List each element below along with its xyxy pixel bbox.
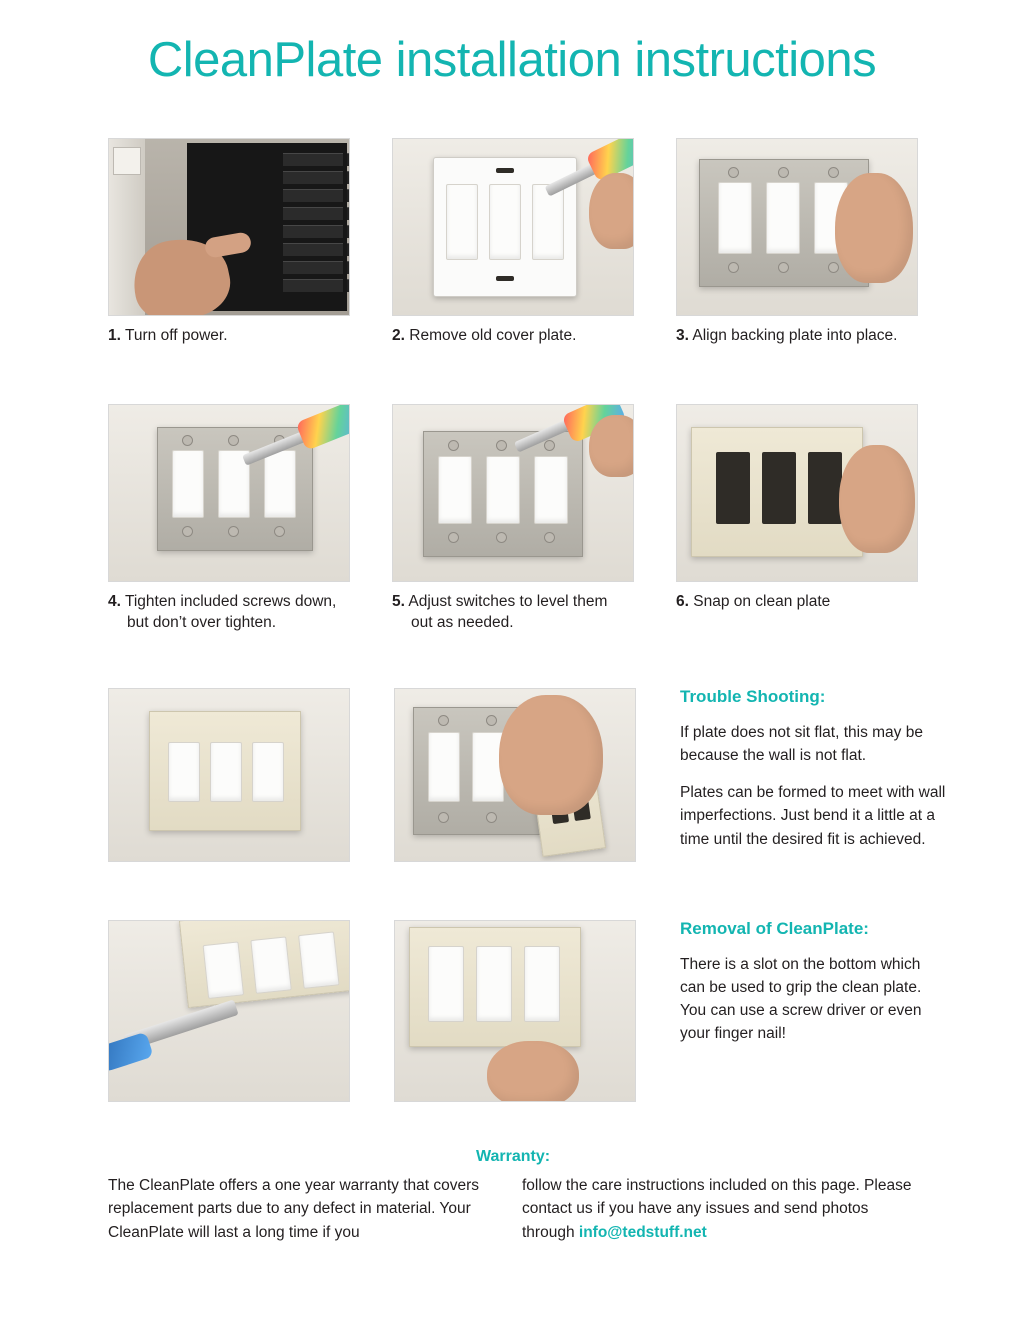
step-3-text: Align backing plate into place.	[692, 327, 898, 344]
step-1-caption	[108, 326, 348, 346]
step-5-number: 5.	[392, 593, 405, 611]
step-5-text-line2: out as needed.	[411, 613, 514, 631]
step-5	[392, 404, 632, 633]
clean-plate	[179, 920, 350, 1008]
removal-paragraph-1: There is a slot on the bottom which can be used to grip the clean plate. You can use a screw driver or even your finger nail!	[680, 955, 922, 1043]
photo-snap-on-clean-plate	[676, 404, 918, 582]
photo-adjust-switches	[392, 404, 634, 582]
step-3	[676, 138, 916, 346]
hand	[589, 173, 634, 249]
step-4	[108, 404, 348, 633]
step-6-number: 6.	[676, 593, 689, 611]
step-4-text-line2: but don’t over tighten.	[127, 613, 277, 631]
trouble-shooting-section	[108, 688, 948, 862]
photo-bending-plate	[394, 688, 636, 862]
clean-plate	[409, 927, 581, 1047]
hand	[839, 445, 915, 553]
removal-heading: Removal of CleanPlate:	[680, 919, 869, 938]
step-1-number: 1.	[108, 327, 121, 344]
warranty-section	[108, 1148, 918, 1244]
warranty-column-1: The CleanPlate offers a one year warranty that covers replacement parts due to any defect in material. Your CleanPlate will last a long time if you	[108, 1177, 480, 1241]
warranty-column-2-text: follow the care instructions included on this page. Please contact us if you have any issues and send photos through	[522, 1177, 912, 1241]
steps-row-1	[108, 138, 948, 346]
removal-text	[680, 920, 948, 1046]
clean-plate	[691, 427, 863, 557]
trouble-shooting-paragraph-2: Plates can be formed to meet with wall imperfections. Just bend it a little at a time until the desired fit is achieved.	[680, 784, 946, 848]
steps-grid	[108, 138, 948, 633]
photo-tighten-screws	[108, 404, 350, 582]
contact-email[interactable]: info@tedstuff.net	[578, 1223, 707, 1241]
hand	[589, 415, 634, 477]
hand	[499, 695, 603, 815]
backing-plate	[423, 431, 583, 557]
step-6	[676, 404, 916, 633]
step-3-caption	[676, 326, 916, 346]
step-2-caption	[392, 326, 632, 346]
page-title: CleanPlate installation instructions	[147, 33, 877, 87]
old-cover-plate	[433, 157, 577, 297]
step-1	[108, 138, 348, 346]
trouble-shooting-text	[680, 688, 948, 851]
trouble-shooting-paragraph-1: If plate does not sit flat, this may be because the wall is not flat.	[680, 723, 923, 764]
step-3-number: 3.	[676, 327, 689, 344]
photo-remove-old-cover-plate	[392, 138, 634, 316]
clean-plate	[149, 711, 301, 831]
step-6-text: Snap on clean plate	[693, 593, 831, 611]
step-5-text: Adjust switches to level them	[408, 593, 608, 611]
step-1-text: Turn off power.	[124, 327, 228, 344]
step-2-text: Remove old cover plate.	[409, 327, 577, 344]
photo-breaker-panel-finger	[108, 138, 350, 316]
steps-row-2	[108, 404, 948, 633]
step-6-caption	[676, 592, 916, 612]
photo-screwdriver-in-slot	[108, 920, 350, 1102]
warranty-heading: Warranty:	[475, 1148, 551, 1165]
panel-vent	[113, 147, 141, 175]
photo-finger-removing-plate	[394, 920, 636, 1102]
trouble-shooting-heading: Trouble Shooting:	[680, 687, 826, 706]
step-2	[392, 138, 632, 346]
step-4-text: Tighten included screws down,	[124, 593, 337, 611]
step-5-caption	[392, 592, 632, 633]
screwdriver-handle	[295, 404, 350, 451]
photo-align-backing-plate	[676, 138, 918, 316]
screwdriver-handle	[108, 1032, 154, 1073]
warranty-column-2	[522, 1174, 918, 1244]
step-4-number: 4.	[108, 593, 121, 611]
step-2-number: 2.	[392, 327, 405, 344]
hand	[835, 173, 913, 283]
step-4-caption	[108, 592, 348, 633]
removal-section	[108, 920, 948, 1102]
hand	[487, 1041, 579, 1102]
photo-installed-clean-plate	[108, 688, 350, 862]
